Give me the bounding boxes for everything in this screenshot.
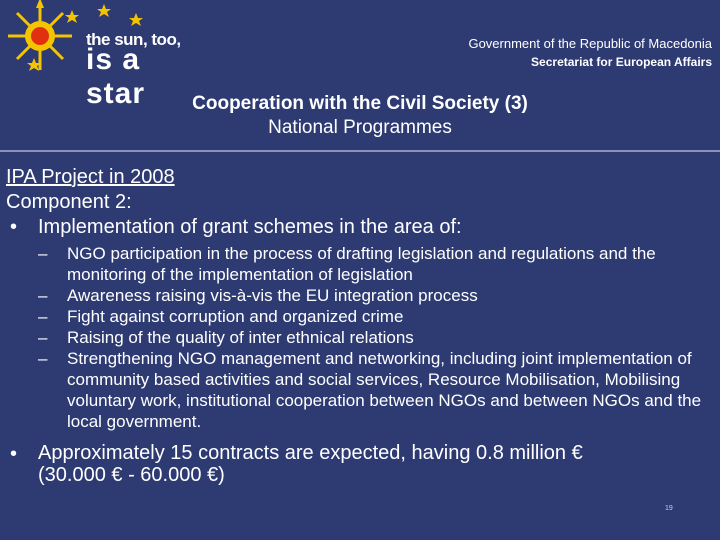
contracts-line2: (30.000 € - 60.000 €) bbox=[38, 464, 225, 486]
sub-item-text: Awareness raising vis-à-vis the EU integration process bbox=[67, 286, 478, 305]
logo-slogan-line1: the sun, too, bbox=[86, 30, 181, 49]
sub-item-text: Raising of the quality of inter ethnical relations bbox=[67, 328, 414, 347]
sub-item-text: Strengthening NGO management and networking, including joint implementation of community based activities and social services, Resource Mobilisation, Mobilising voluntary work, institutional cooperation between NGOs and between NGOs and the local government. bbox=[67, 349, 702, 431]
logo bbox=[0, 0, 200, 110]
page-number: 19 bbox=[665, 505, 673, 512]
sub-item-text: Fight against corruption and organized crime bbox=[67, 307, 404, 326]
dash-icon: – bbox=[38, 286, 48, 305]
bullet-text: Implementation of grant schemes in the area of: bbox=[38, 216, 462, 238]
sub-list-item bbox=[38, 327, 716, 348]
sub-list-item bbox=[38, 285, 716, 306]
component-heading: Component 2: bbox=[6, 191, 132, 213]
dash-icon: – bbox=[38, 328, 48, 347]
bullet-icon: • bbox=[10, 216, 18, 238]
bullet-item bbox=[6, 215, 716, 240]
sub-item-text: NGO participation in the process of drafting legislation and regulations and the monitoring of the implementation of legislation bbox=[67, 244, 656, 284]
contracts-text bbox=[38, 442, 583, 486]
dash-icon: – bbox=[38, 307, 48, 326]
title-line1: Cooperation with the Civil Society (3) bbox=[192, 93, 528, 114]
contracts-line1: Approximately 15 contracts are expected, having 0.8 million € bbox=[38, 442, 583, 464]
title-divider bbox=[0, 150, 720, 152]
sub-list-item bbox=[38, 306, 716, 327]
bullet-icon: • bbox=[10, 443, 18, 465]
header-organization bbox=[468, 36, 712, 72]
secretariat-name: Secretariat for European Affairs bbox=[531, 55, 712, 69]
sub-list-item bbox=[38, 348, 716, 432]
slide-title bbox=[0, 92, 720, 140]
dash-icon: – bbox=[38, 349, 48, 368]
bullet-item-contracts bbox=[6, 442, 716, 486]
dash-icon: – bbox=[38, 244, 48, 263]
government-name: Government of the Republic of Macedonia bbox=[468, 36, 712, 51]
sub-list bbox=[38, 243, 716, 432]
slide-body bbox=[6, 165, 716, 486]
title-line2: National Programmes bbox=[268, 117, 452, 138]
logo-slogan-line2: is a star bbox=[86, 43, 146, 110]
sub-list-item bbox=[38, 243, 716, 285]
project-heading: IPA Project in 2008 bbox=[6, 166, 175, 188]
